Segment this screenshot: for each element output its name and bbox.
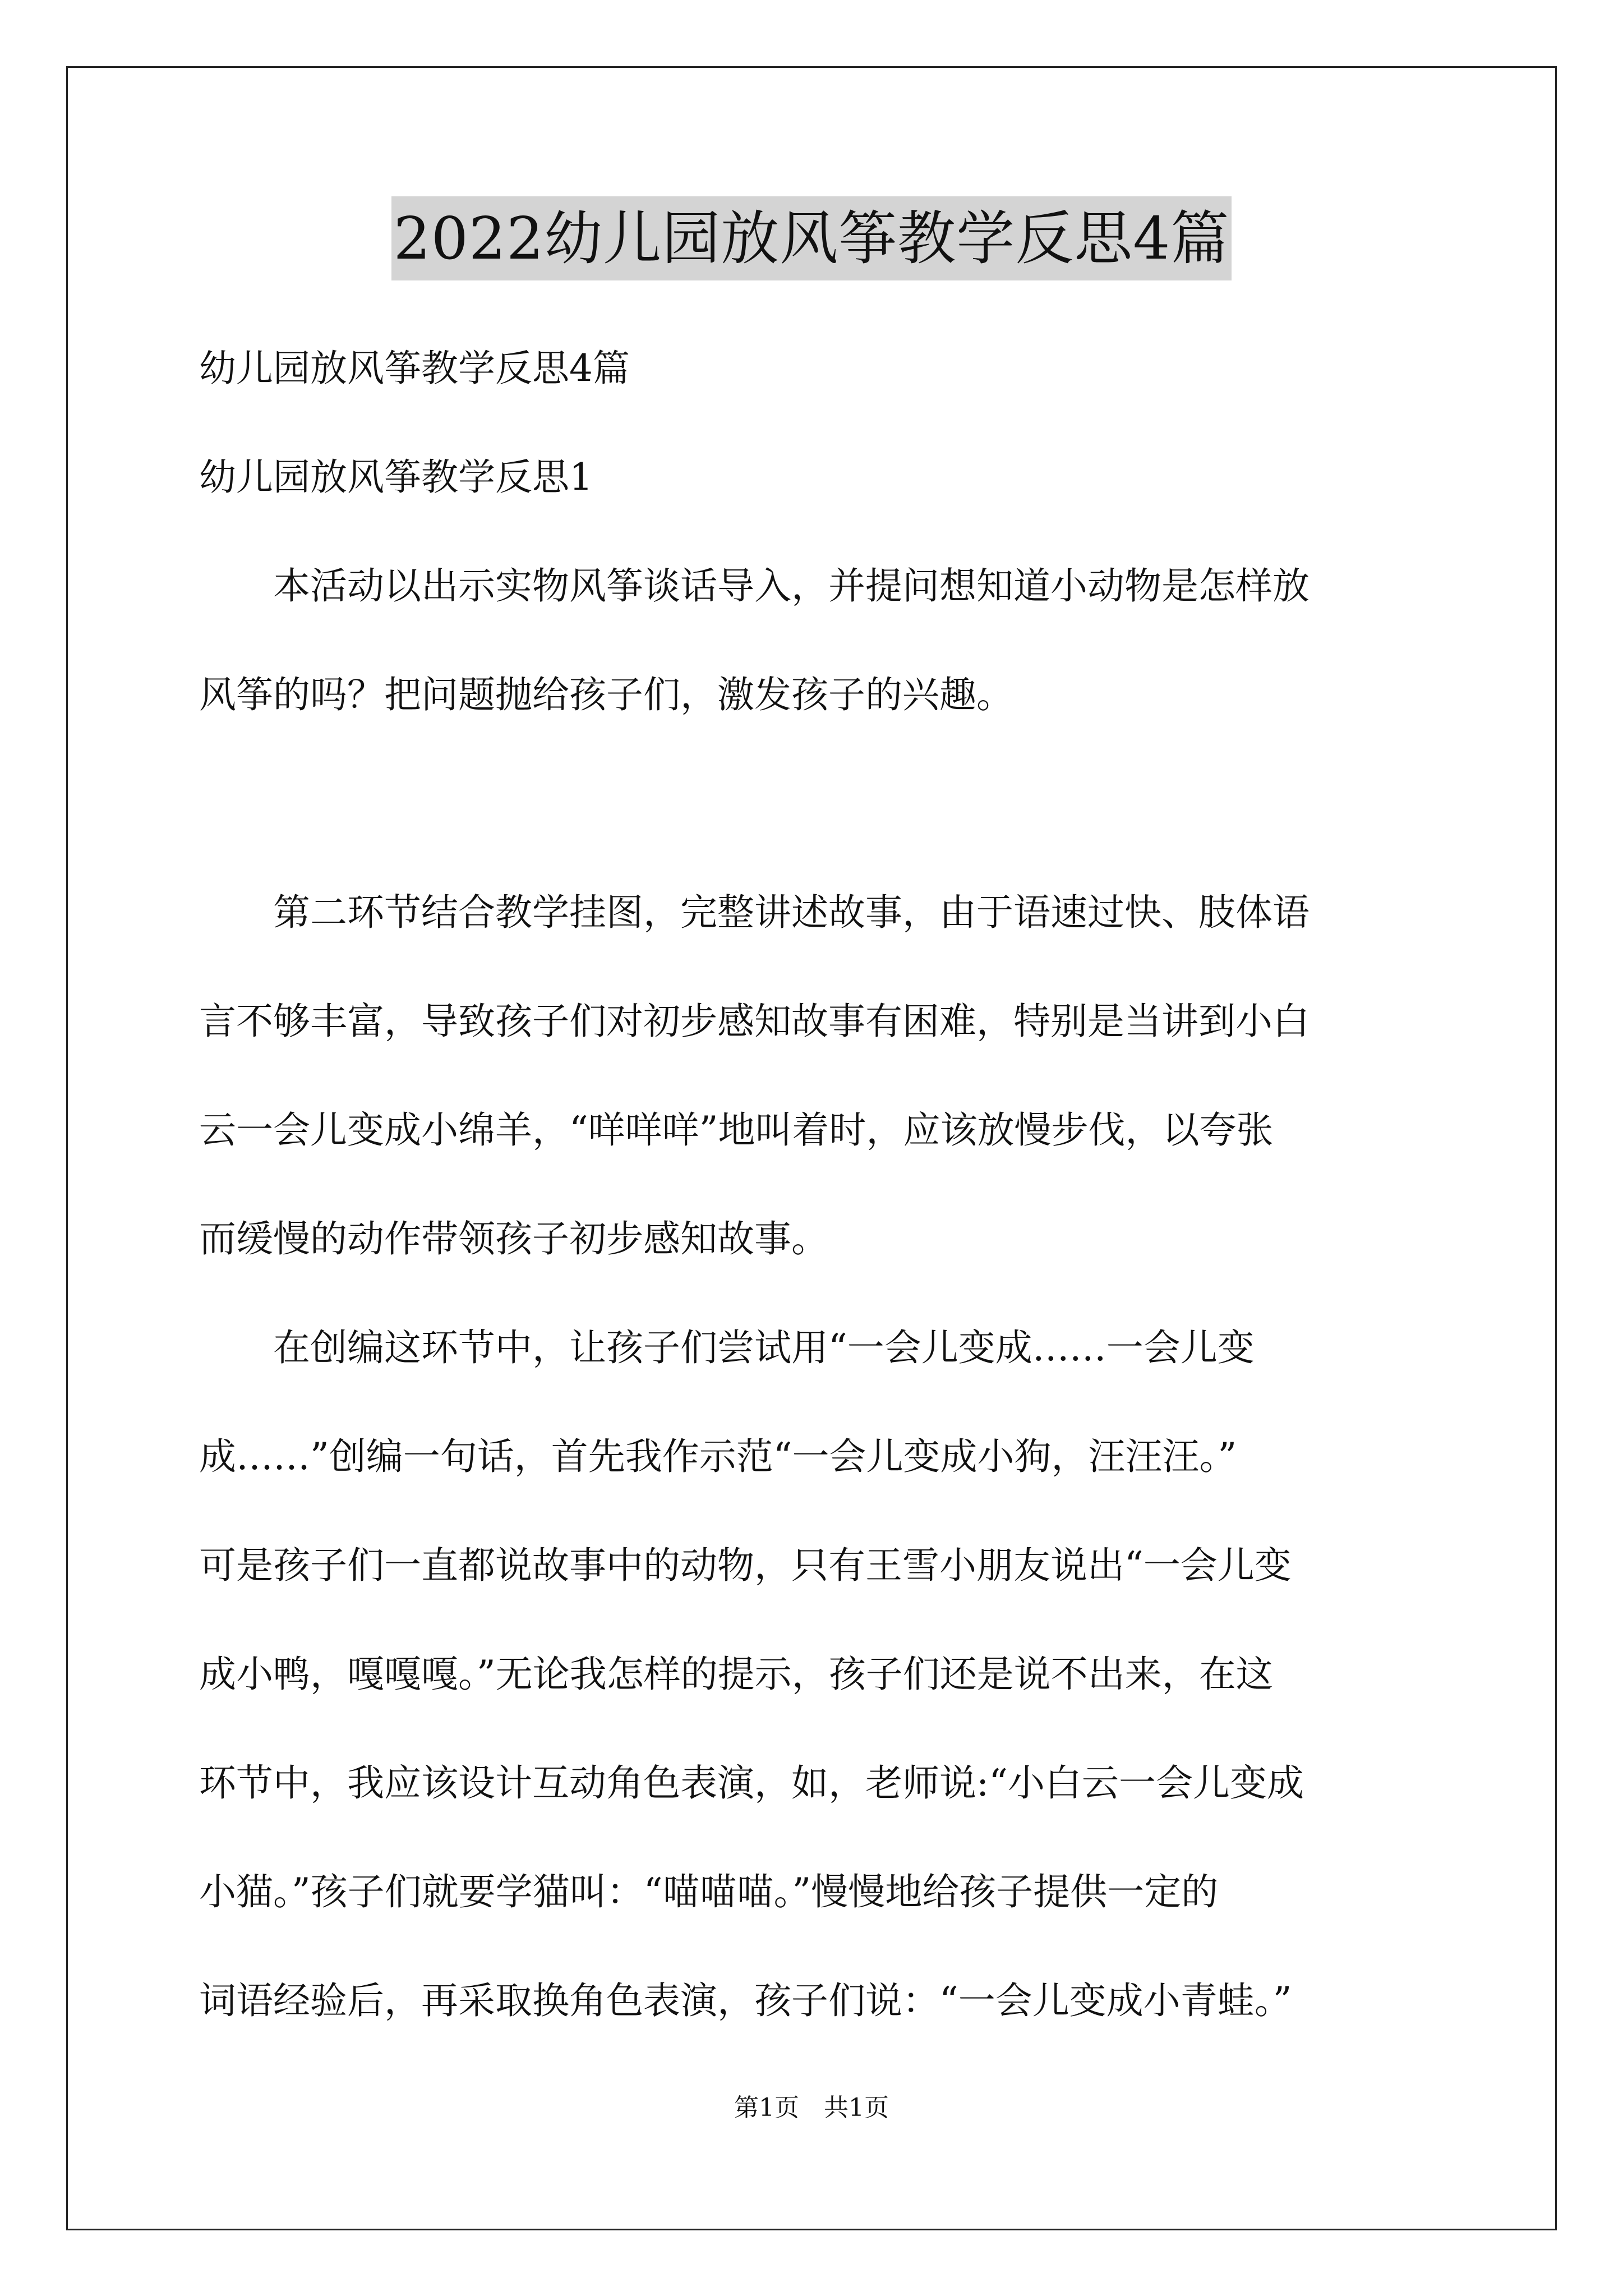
paragraph-3-line-7: 词语经验后，再采取换角色表演，孩子们说：“一会儿变成小青蛙。” (199, 1979, 1292, 2022)
section-heading: 幼儿园放风筝教学反思1 (199, 455, 593, 499)
paragraph-2-line-4: 而缓慢的动作带领孩子初步感知故事。 (199, 1217, 828, 1260)
paragraph-2-line-2: 言不够丰富，导致孩子们对初步感知故事有困难，特别是当讲到小白 (199, 1000, 1310, 1043)
page-number-footer: 第1页 共1页 (734, 2093, 889, 2122)
paragraph-3-line-3: 可是孩子们一直都说故事中的动物，只有王雪小朋友说出“一会儿变 (199, 1544, 1292, 1587)
paragraph-3-line-6: 小猫。”孩子们就要学猫叫：“喵喵喵。”慢慢地给孩子提供一定的 (199, 1870, 1219, 1913)
paragraph-1-line-2: 风筝的吗？把问题抛给孩子们，激发孩子的兴趣。 (199, 673, 1013, 716)
blank-line (199, 749, 1433, 858)
subtitle-line: 幼儿园放风筝教学反思4篇 (199, 347, 630, 390)
document-title: 2022幼儿园放风筝教学反思4篇 (391, 196, 1232, 280)
paragraph-3-line-2: 成……”创编一句话，首先我作示范“一会儿变成小狗，汪汪汪。” (199, 1435, 1237, 1478)
paragraph-3-line-4: 成小鸭，嘎嘎嘎。”无论我怎样的提示，孩子们还是说不出来，在这 (199, 1653, 1273, 1696)
paragraph-1-line-1: 本活动以出示实物风筝谈话导入，并提问想知道小动物是怎样放 (273, 564, 1310, 608)
paragraph-2-line-3: 云一会儿变成小绵羊，“咩咩咩”地叫着时，应该放慢步伐，以夸张 (199, 1108, 1274, 1152)
title-container (0, 196, 1623, 280)
document-body (199, 314, 1433, 2055)
paragraph-3-line-1: 在创编这环节中，让孩子们尝试用“一会儿变成……一会儿变 (273, 1326, 1255, 1369)
paragraph-3-line-5: 环节中，我应该设计互动角色表演，如，老师说:“小白云一会儿变成 (199, 1761, 1304, 1805)
paragraph-2-line-1: 第二环节结合教学挂图，完整讲述故事，由于语速过快、肢体语 (273, 891, 1310, 934)
